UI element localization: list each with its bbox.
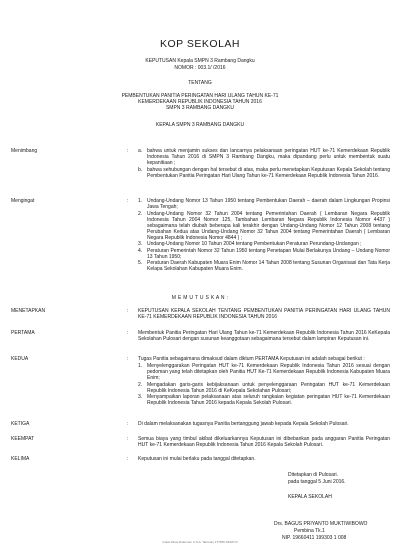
signatory-nip: NIP. 19660411 199303 1 008: [282, 535, 347, 541]
kedua-body: [138, 356, 390, 407]
section-colon: :: [127, 148, 129, 154]
page-footer: Induk Dinas Dokumen U.S.A. Tahunan 1T7656 S3S#Y/3: [162, 540, 238, 544]
page-title: KOP SEKOLAH: [159, 38, 240, 50]
section-mengingat: [0, 198, 400, 273]
section-label: KEEMPAT: [11, 436, 35, 442]
section-colon: :: [127, 308, 129, 314]
menimbang-list: [138, 148, 390, 179]
section-label: KEDUA: [11, 356, 29, 362]
list-item: 5. Peraturan Daerah Kabupaten Muara Enim Nomor 14 Tahun 2008 tentang Susunan Organisasi dan Tata Kerja Kelapa Sekolahan Kabupaten Muara Enim.: [138, 260, 390, 272]
section-colon: :: [127, 330, 129, 336]
kedua-list: [138, 363, 390, 406]
section-text: KEPUTUSAN KEPALA SEKOLAH TENTANG PEMBENTUKAN PANITIA PERINGATAN HARI ULANG TAHUN KE-71 KEMERDEKAAN REPUBLIK INDONESIA TAHUN 2016: [138, 308, 390, 320]
list-item: 2. Undang-Undang Nomor 32 Tahun 2004 tentang Pemerintahan Daerah ( Lembaran Negara Republik Indonesia Tahun 2004 Nomor 125, Tambahan Lembaran Negara Republik Indonesia Nomor 4437 ) sebagaimana telah diubah beberapa kali terakhir dengan Undang-Undang Nomor 12 Tahun 2008 tentang Perubahan Kedua atas Undang-Undang Nomor 32 Tahun 2004 tentang Pemerintahan Daerah ( Lembaran Negara Republik Indonesia Nomor 4844 ) ;: [138, 210, 390, 241]
decree-number: NOMOR : 003.1/ /2016: [174, 65, 226, 71]
section-label: KELIMA: [11, 456, 30, 462]
section-label: MENETAPKAN: [11, 308, 46, 314]
section-colon: :: [127, 456, 129, 462]
section-label: Mengingat: [11, 198, 35, 204]
signatory-rank: Pembina Tk.1: [294, 528, 325, 534]
section-text: Di dalam melaksanakan tugasnya Panitia bertanggung jawab kepada Kepala Sekolah Pulosari.: [138, 421, 349, 427]
tentang-heading: TENTANG: [188, 80, 212, 86]
signature-date: pada tanggal 5 Juni 2016.: [288, 479, 346, 485]
kedua-intro: Tugas Panitia sebagaimana dimaksud dalam diktum PERTAMA Keputusan ini adalah sebagai berikut :: [138, 356, 365, 362]
signature-role: KEPALA SEKOLAH: [288, 494, 332, 500]
list-item: a. bahwa untuk menjamin sukses dan lancarnya pelaksanaan peringatan HUT ke-71 Kemerdekaan Republik Indonesia Tahun 2016 di SMPN 3 Rambang Dangku, maka dipandang perlu untuk membentuk suatu kepanitiaan ;: [138, 148, 390, 166]
section-colon: :: [127, 436, 129, 442]
memutuskan-heading: M E M U T U S K A N :: [171, 295, 229, 301]
section-colon: :: [127, 421, 129, 427]
signature-place: Ditetapkan di Pulosari.: [288, 472, 339, 478]
list-item: 3. Undang-Undang Nomor 10 Tahun 2004 tentang Pembentukan Peraturan Perundang-Undangan ;: [138, 241, 362, 247]
decree-line: KEPUTUSAN Kepala SMPN 3 Rambang Dangku: [145, 58, 255, 64]
list-item: 1. Menyelenggarakan Peringatan HUT ke-71 Kemerdekaan Republik Indonesia Tahun 2016 sesuai dengan pedoman yang telah ditetapkan oleh Panitia HUT Ke-71 Kemerdekaan Republik Indonesia Kabupaten Muara Enim;: [138, 363, 390, 381]
list-item: 2. Mengadakan garis-garis kebijaksanaan untuk penyelenggaraan Peringatan HUT ke-71 Kemerdekaan Republik Indonesia Tahun 2016 di KeKepala Sekolahan Pulosari;: [138, 381, 390, 394]
section-text: Semua biaya yang timbul akibat dikeluarkannya Keputusan ini dibebankan pada anggaran Panitia Peringatan HUT ke-71 Kemerdekaan Republik Indonesia Tahun 2016 Kepala Sekolah Pulosari.: [138, 436, 390, 448]
section-colon: :: [127, 198, 129, 204]
subject-line-2: KEMERDEKAAN REPUBLIK INDONESIA TAHUN 2016: [138, 99, 262, 105]
section-text: Keputusan ini mulai berlaku pada tanggal ditetapkan.: [138, 456, 256, 462]
list-item: 3. Menyampaikan laporan pelaksanaan atas seluruh rangkaian kegiatan peringatan HUT ke-71 Kemerdekaan Republik Indonesia Tahun 2016 kepada Kepala Sekolah Pulosari.: [138, 394, 390, 406]
section-label: Menimbang: [11, 148, 38, 154]
signatory-name: Drs. BAGUS PRIYANTO MUKTIWIBOWO: [274, 521, 368, 527]
section-menimbang: [0, 148, 400, 179]
list-item: 1. Undang-Undang Nomor 13 Tahun 1950 tentang Pembentukan Daerah – daerah dalam Lingkungan Propinsi Jawa Tengah;: [138, 198, 390, 210]
issuer-line: KEPALA SMPN 3 RAMBANG DANGKU: [155, 122, 245, 128]
section-label: KETIGA: [11, 421, 30, 427]
section-label: PERTAMA: [11, 330, 35, 336]
section-text: Membentuk Panitia Peringatan Hari Ulang Tahun ke-71 Kemerdekaan Republik Indonesia Tahun 2016 KeKepala Sekolahan Pulosari dengan susunan keanggotaan sebagaimana tersebut dalam lampiran Keputusan ini.: [138, 330, 390, 342]
section-colon: :: [127, 356, 129, 362]
list-item: b. bahwa sehubungan dengan hal tersebut di atas, maka perlu menetapkan Keputusan Kepala Sekolah tentang Pembentukan Panitia Peringatan Hari Ulang Tahun ke-71 Kemerdekaan Republik Indonesia Tahun 2016.: [138, 166, 390, 179]
subject-line-1: PEMBENTUKAN PANITIA PERINGATAN HARI ULANG TAHUN KE-71: [121, 93, 279, 99]
list-item: 4. Peraturan Pemerintah Nomor 32 Tahun 1950 tentang Penetapan Mulai Berlakunya Undang – Undang Nomor 13 Tahun 1950;: [138, 247, 390, 260]
subject-line-3: SMPN 3 RAMBANG DANGKU: [165, 105, 235, 111]
mengingat-list: [138, 198, 390, 272]
